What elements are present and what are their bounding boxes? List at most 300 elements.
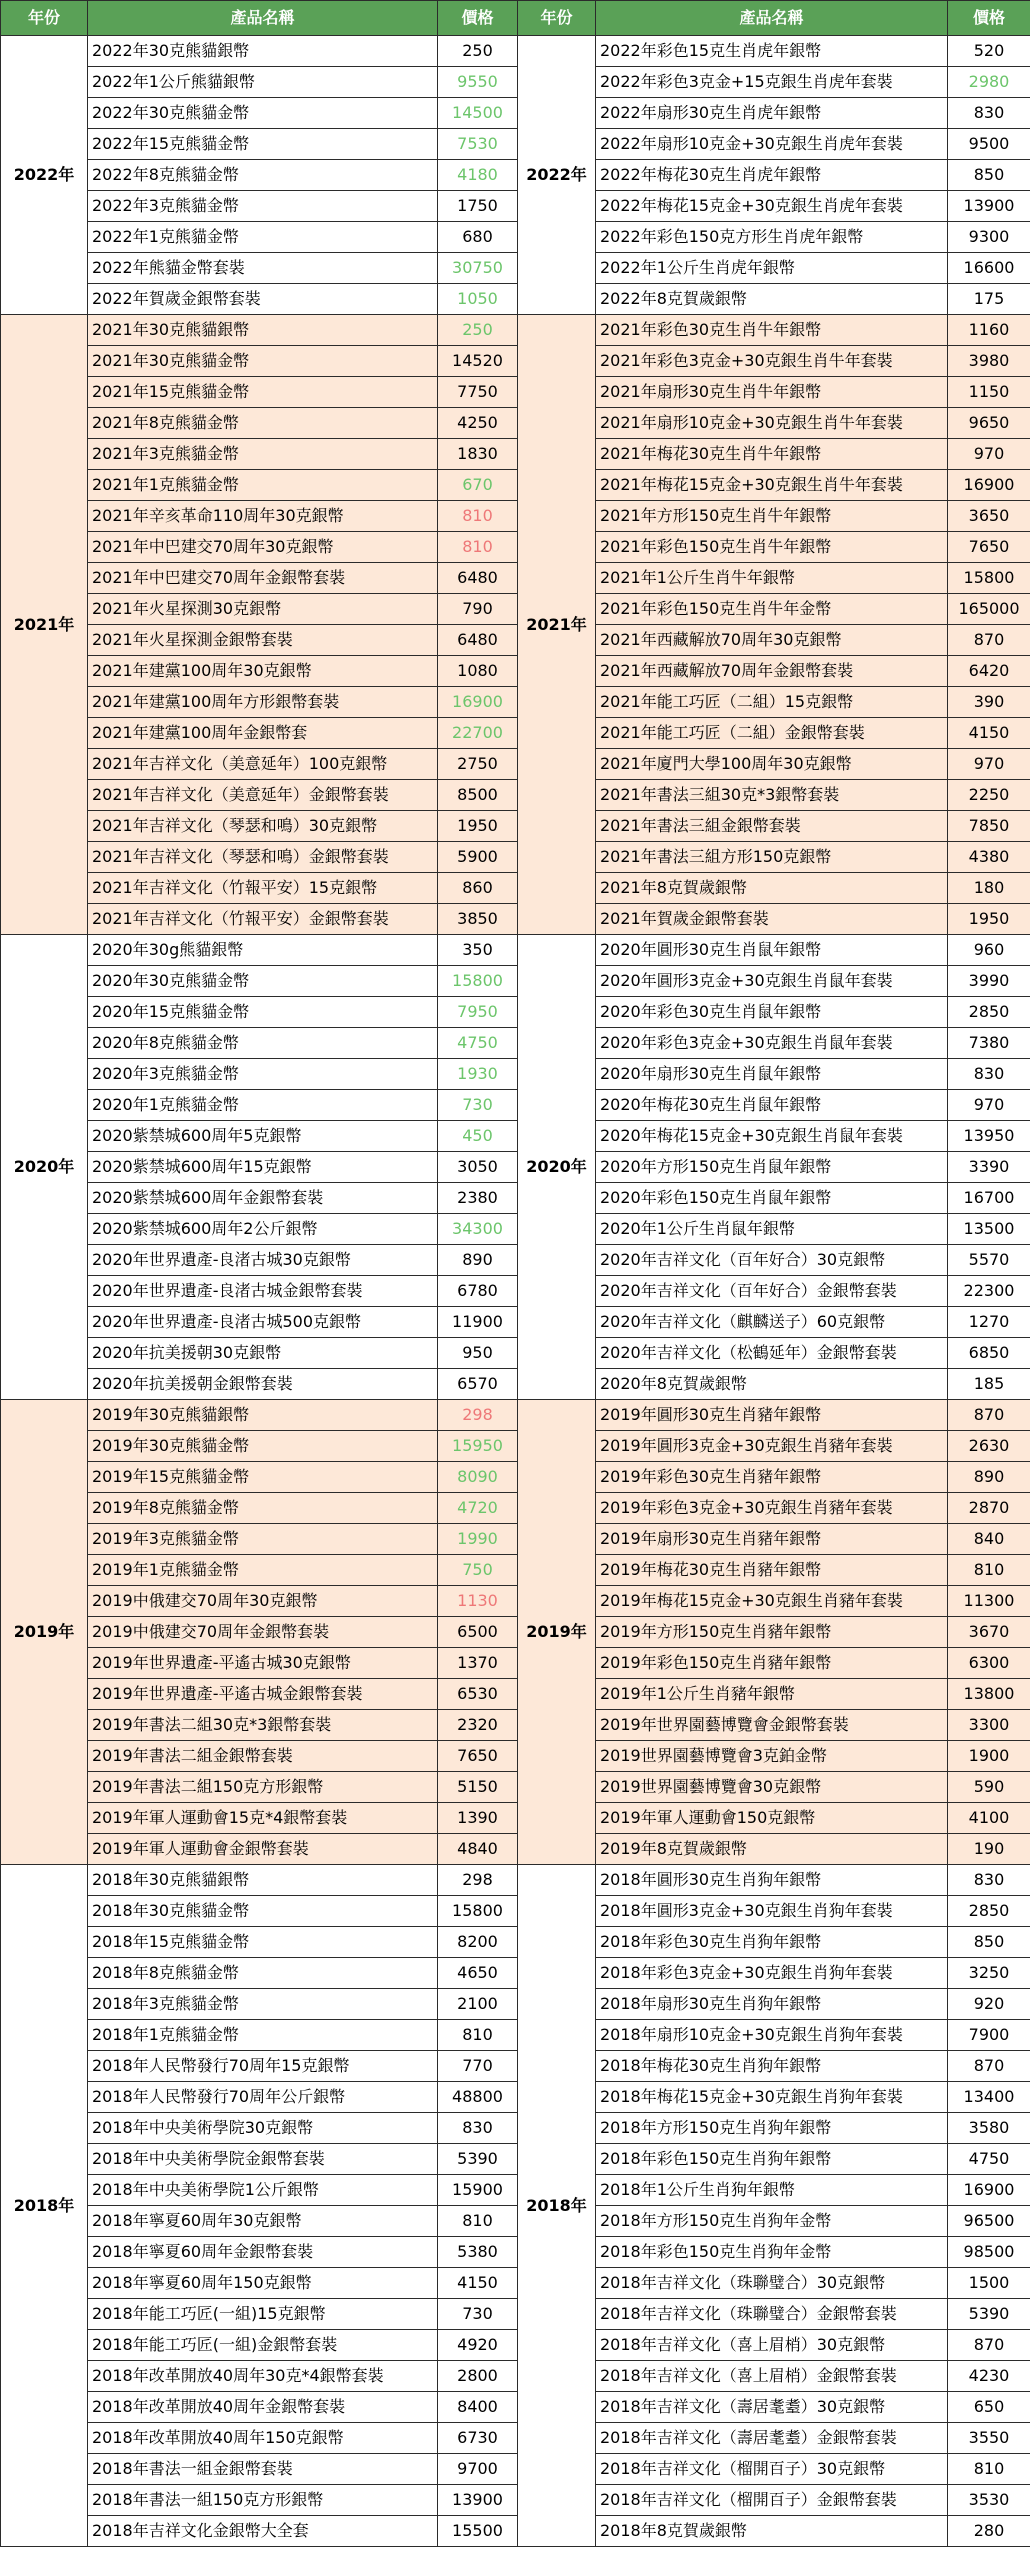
product-price: 2250 <box>948 780 1030 811</box>
product-name: 2021年8克熊貓金幣 <box>88 408 438 439</box>
product-name: 2022年1克熊貓金幣 <box>88 222 438 253</box>
product-name: 2018年圓形3克金+30克銀生肖狗年套裝 <box>596 1896 948 1927</box>
product-name: 2018年彩色150克生肖狗年金幣 <box>596 2237 948 2268</box>
product-price: 3650 <box>948 501 1030 532</box>
product-price: 860 <box>438 873 518 904</box>
table-row <box>1 935 1030 966</box>
table-row <box>1 1710 1030 1741</box>
table-row <box>1 160 1030 191</box>
table-row <box>1 2020 1030 2051</box>
product-price: 730 <box>438 2299 518 2330</box>
product-name: 2018年改革開放40周年30克*4銀幣套裝 <box>88 2361 438 2392</box>
product-name: 2020年彩色3克金+30克銀生肖鼠年套裝 <box>596 1028 948 1059</box>
table-row <box>1 656 1030 687</box>
product-price: 1130 <box>438 1586 518 1617</box>
product-name: 2020年3克熊貓金幣 <box>88 1059 438 1090</box>
product-name: 2022年梅花15克金+30克銀生肖虎年套裝 <box>596 191 948 222</box>
product-name: 2019年世界園藝博覽會金銀幣套裝 <box>596 1710 948 1741</box>
product-price: 4920 <box>438 2330 518 2361</box>
product-price: 9550 <box>438 67 518 98</box>
product-price: 190 <box>948 1834 1030 1865</box>
product-name: 2022年30克熊貓銀幣 <box>88 36 438 67</box>
product-price: 16700 <box>948 1183 1030 1214</box>
product-name: 2019年扇形30克生肖豬年銀幣 <box>596 1524 948 1555</box>
product-price: 5380 <box>438 2237 518 2268</box>
product-name: 2020年抗美援朝30克銀幣 <box>88 1338 438 1369</box>
table-row <box>1 873 1030 904</box>
product-name: 2018年吉祥文化（珠聯璧合）金銀幣套裝 <box>596 2299 948 2330</box>
product-name: 2018年中央美術學院30克銀幣 <box>88 2113 438 2144</box>
product-name: 2018年梅花30克生肖狗年銀幣 <box>596 2051 948 2082</box>
product-price: 840 <box>948 1524 1030 1555</box>
product-price: 5570 <box>948 1245 1030 1276</box>
product-price: 750 <box>438 1555 518 1586</box>
product-price: 298 <box>438 1865 518 1896</box>
product-price: 970 <box>948 1090 1030 1121</box>
product-name: 2018年吉祥文化（珠聯璧合）30克銀幣 <box>596 2268 948 2299</box>
product-price: 830 <box>948 1059 1030 1090</box>
product-name: 2018年梅花15克金+30克銀生肖狗年套裝 <box>596 2082 948 2113</box>
product-price: 1750 <box>438 191 518 222</box>
table-row <box>1 1462 1030 1493</box>
product-price: 6570 <box>438 1369 518 1400</box>
product-name: 2020年方形150克生肖鼠年銀幣 <box>596 1152 948 1183</box>
product-price: 2320 <box>438 1710 518 1741</box>
product-name: 2019年30克熊貓銀幣 <box>88 1400 438 1431</box>
product-price: 16900 <box>438 687 518 718</box>
table-row <box>1 129 1030 160</box>
product-name: 2018年吉祥文化（壽居耄耋）金銀幣套裝 <box>596 2423 948 2454</box>
table-row <box>1 1524 1030 1555</box>
product-name: 2020年世界遺產-良渚古城30克銀幣 <box>88 1245 438 1276</box>
product-price: 4750 <box>438 1028 518 1059</box>
product-price: 810 <box>438 501 518 532</box>
product-name: 2018年30克熊貓金幣 <box>88 1896 438 1927</box>
product-name: 2022年30克熊貓金幣 <box>88 98 438 129</box>
product-name: 2020年8克熊貓金幣 <box>88 1028 438 1059</box>
product-name: 2021年廈門大學100周年30克銀幣 <box>596 749 948 780</box>
product-name: 2021年火星探測金銀幣套裝 <box>88 625 438 656</box>
product-price: 1370 <box>438 1648 518 1679</box>
product-price: 2850 <box>948 997 1030 1028</box>
product-name: 2020年世界遺產-良渚古城金銀幣套裝 <box>88 1276 438 1307</box>
product-name: 2020年30g熊貓銀幣 <box>88 935 438 966</box>
product-price: 450 <box>438 1121 518 1152</box>
product-name: 2021年吉祥文化（美意延年）金銀幣套裝 <box>88 780 438 811</box>
product-price: 730 <box>438 1090 518 1121</box>
product-name: 2018年中央美術學院金銀幣套裝 <box>88 2144 438 2175</box>
product-name: 2019年軍人運動會15克*4銀幣套裝 <box>88 1803 438 1834</box>
table-row <box>1 346 1030 377</box>
product-price: 15800 <box>948 563 1030 594</box>
product-name: 2018年寧夏60周年30克銀幣 <box>88 2206 438 2237</box>
product-price: 7750 <box>438 377 518 408</box>
product-name: 2020紫禁城600周年金銀幣套裝 <box>88 1183 438 1214</box>
table-row <box>1 2423 1030 2454</box>
product-name: 2019年書法二組金銀幣套裝 <box>88 1741 438 1772</box>
product-price: 96500 <box>948 2206 1030 2237</box>
product-price: 6530 <box>438 1679 518 1710</box>
product-name: 2019年1克熊貓金幣 <box>88 1555 438 1586</box>
product-price: 970 <box>948 439 1030 470</box>
product-name: 2019年15克熊貓金幣 <box>88 1462 438 1493</box>
table-row <box>1 253 1030 284</box>
product-name: 2019年30克熊貓金幣 <box>88 1431 438 1462</box>
product-price: 2870 <box>948 1493 1030 1524</box>
product-name: 2021年吉祥文化（琴瑟和鳴）金銀幣套裝 <box>88 842 438 873</box>
table-row <box>1 98 1030 129</box>
year-cell-left: 2022年 <box>1 36 88 315</box>
product-name: 2021年吉祥文化（琴瑟和鳴）30克銀幣 <box>88 811 438 842</box>
product-price: 3850 <box>438 904 518 935</box>
product-price: 810 <box>438 2020 518 2051</box>
product-name: 2020年彩色30克生肖鼠年銀幣 <box>596 997 948 1028</box>
product-price: 175 <box>948 284 1030 315</box>
product-price: 3550 <box>948 2423 1030 2454</box>
product-price: 7530 <box>438 129 518 160</box>
product-price: 1150 <box>948 377 1030 408</box>
product-name: 2018年彩色150克生肖狗年銀幣 <box>596 2144 948 2175</box>
product-name: 2020年梅花15克金+30克銀生肖鼠年套裝 <box>596 1121 948 1152</box>
table-row <box>1 284 1030 315</box>
product-name: 2021年30克熊貓銀幣 <box>88 315 438 346</box>
product-price: 6480 <box>438 625 518 656</box>
product-name: 2021年彩色30克生肖牛年銀幣 <box>596 315 948 346</box>
product-price: 22300 <box>948 1276 1030 1307</box>
product-price: 15800 <box>438 1896 518 1927</box>
product-name: 2018年寧夏60周年金銀幣套裝 <box>88 2237 438 2268</box>
table-row <box>1 2144 1030 2175</box>
product-name: 2019年梅花30克生肖豬年銀幣 <box>596 1555 948 1586</box>
table-row <box>1 2299 1030 2330</box>
product-name: 2018年改革開放40周年金銀幣套裝 <box>88 2392 438 2423</box>
table-row <box>1 1183 1030 1214</box>
product-price: 810 <box>438 2206 518 2237</box>
product-price: 4720 <box>438 1493 518 1524</box>
table-row <box>1 2175 1030 2206</box>
table-row <box>1 1586 1030 1617</box>
product-price: 3670 <box>948 1617 1030 1648</box>
table-row <box>1 1028 1030 1059</box>
product-name: 2018年8克賀歲銀幣 <box>596 2516 948 2547</box>
table-row <box>1 1090 1030 1121</box>
product-name: 2018年圓形30克生肖狗年銀幣 <box>596 1865 948 1896</box>
product-price: 5900 <box>438 842 518 873</box>
table-row <box>1 532 1030 563</box>
year-cell-right: 2022年 <box>518 36 596 315</box>
product-name: 2020年8克賀歲銀幣 <box>596 1369 948 1400</box>
year-header-left: 年份 <box>1 1 88 36</box>
table-row <box>1 594 1030 625</box>
product-price: 1270 <box>948 1307 1030 1338</box>
product-name: 2018年彩色3克金+30克銀生肖狗年套裝 <box>596 1958 948 1989</box>
product-price: 7650 <box>948 532 1030 563</box>
product-name: 2018年書法一組150克方形銀幣 <box>88 2485 438 2516</box>
product-price: 34300 <box>438 1214 518 1245</box>
product-price: 4180 <box>438 160 518 191</box>
product-name: 2022年梅花30克生肖虎年銀幣 <box>596 160 948 191</box>
product-name: 2018年扇形10克金+30克銀生肖狗年套裝 <box>596 2020 948 2051</box>
product-name: 2019年梅花15克金+30克銀生肖豬年套裝 <box>596 1586 948 1617</box>
product-price: 7650 <box>438 1741 518 1772</box>
product-price: 4380 <box>948 842 1030 873</box>
product-price: 830 <box>438 2113 518 2144</box>
table-row <box>1 1834 1030 1865</box>
product-name: 2021年吉祥文化（美意延年）100克銀幣 <box>88 749 438 780</box>
product-price: 850 <box>948 1927 1030 1958</box>
table-row <box>1 67 1030 98</box>
product-name: 2019年彩色30克生肖豬年銀幣 <box>596 1462 948 1493</box>
table-row <box>1 1865 1030 1896</box>
product-price: 960 <box>948 935 1030 966</box>
table-row <box>1 1741 1030 1772</box>
product-price: 3530 <box>948 2485 1030 2516</box>
product-name: 2020紫禁城600周年15克銀幣 <box>88 1152 438 1183</box>
product-price: 4840 <box>438 1834 518 1865</box>
product-price: 3980 <box>948 346 1030 377</box>
price-header-right: 價格 <box>948 1 1030 36</box>
year-cell-right: 2019年 <box>518 1400 596 1865</box>
product-name: 2021年方形150克生肖牛年銀幣 <box>596 501 948 532</box>
product-price: 6480 <box>438 563 518 594</box>
product-name: 2021年書法三組金銀幣套裝 <box>596 811 948 842</box>
product-name: 2022年彩色150克方形生肖虎年銀幣 <box>596 222 948 253</box>
product-price: 22700 <box>438 718 518 749</box>
table-row <box>1 1493 1030 1524</box>
name-header-left: 產品名稱 <box>88 1 438 36</box>
table-row <box>1 842 1030 873</box>
product-price: 15800 <box>438 966 518 997</box>
table-row <box>1 563 1030 594</box>
product-price: 3990 <box>948 966 1030 997</box>
product-name: 2018年吉祥文化（喜上眉梢）30克銀幣 <box>596 2330 948 2361</box>
price-header-left: 價格 <box>438 1 518 36</box>
product-name: 2021年西藏解放70周年金銀幣套裝 <box>596 656 948 687</box>
product-name: 2022年彩色3克金+15克銀生肖虎年套裝 <box>596 67 948 98</box>
product-price: 6780 <box>438 1276 518 1307</box>
product-price: 4230 <box>948 2361 1030 2392</box>
product-name: 2022年15克熊貓金幣 <box>88 129 438 160</box>
product-price: 3050 <box>438 1152 518 1183</box>
year-header-right: 年份 <box>518 1 596 36</box>
product-price: 6850 <box>948 1338 1030 1369</box>
product-name: 2018年人民幣發行70周年15克銀幣 <box>88 2051 438 2082</box>
table-row <box>1 501 1030 532</box>
product-name: 2020年世界遺產-良渚古城500克銀幣 <box>88 1307 438 1338</box>
table-row <box>1 377 1030 408</box>
product-price: 810 <box>948 2454 1030 2485</box>
table-row <box>1 1338 1030 1369</box>
table-row <box>1 470 1030 501</box>
table-row <box>1 1059 1030 1090</box>
product-price: 1990 <box>438 1524 518 1555</box>
table-row <box>1 315 1030 346</box>
product-name: 2019年8克賀歲銀幣 <box>596 1834 948 1865</box>
product-name: 2021年建黨100周年金銀幣套 <box>88 718 438 749</box>
product-price: 5150 <box>438 1772 518 1803</box>
table-row <box>1 811 1030 842</box>
product-name: 2018年方形150克生肖狗年銀幣 <box>596 2113 948 2144</box>
product-price: 1830 <box>438 439 518 470</box>
product-price: 850 <box>948 160 1030 191</box>
product-name: 2021年能工巧匠（二組）金銀幣套裝 <box>596 718 948 749</box>
table-row <box>1 2392 1030 2423</box>
product-name: 2018年8克熊貓金幣 <box>88 1958 438 1989</box>
product-name: 2018年15克熊貓金幣 <box>88 1927 438 1958</box>
product-name: 2019年世界遺產-平遙古城30克銀幣 <box>88 1648 438 1679</box>
table-row <box>1 222 1030 253</box>
product-price: 7900 <box>948 2020 1030 2051</box>
product-price: 15950 <box>438 1431 518 1462</box>
product-name: 2018年寧夏60周年150克銀幣 <box>88 2268 438 2299</box>
product-price: 4750 <box>948 2144 1030 2175</box>
product-price: 6730 <box>438 2423 518 2454</box>
product-price: 250 <box>438 36 518 67</box>
product-price: 13900 <box>438 2485 518 2516</box>
table-row <box>1 1803 1030 1834</box>
table-row <box>1 439 1030 470</box>
product-price: 950 <box>438 1338 518 1369</box>
year-cell-left: 2018年 <box>1 1865 88 2547</box>
year-cell-right: 2020年 <box>518 935 596 1400</box>
product-price: 1160 <box>948 315 1030 346</box>
product-price: 2100 <box>438 1989 518 2020</box>
product-price: 280 <box>948 2516 1030 2547</box>
product-name: 2021年15克熊貓金幣 <box>88 377 438 408</box>
table-row <box>1 2268 1030 2299</box>
product-name: 2021年30克熊貓金幣 <box>88 346 438 377</box>
product-price: 16900 <box>948 470 1030 501</box>
product-price: 1950 <box>948 904 1030 935</box>
product-name: 2021年3克熊貓金幣 <box>88 439 438 470</box>
product-price: 180 <box>948 873 1030 904</box>
product-name: 2021年吉祥文化（竹報平安）15克銀幣 <box>88 873 438 904</box>
product-price: 7850 <box>948 811 1030 842</box>
table-row <box>1 1927 1030 1958</box>
table-row <box>1 1276 1030 1307</box>
table-row <box>1 904 1030 935</box>
product-name: 2019年1公斤生肖豬年銀幣 <box>596 1679 948 1710</box>
product-price: 11900 <box>438 1307 518 1338</box>
product-price: 350 <box>438 935 518 966</box>
product-name: 2020年梅花30克生肖鼠年銀幣 <box>596 1090 948 1121</box>
product-price: 16600 <box>948 253 1030 284</box>
product-price: 14500 <box>438 98 518 129</box>
product-price: 3390 <box>948 1152 1030 1183</box>
product-price: 2980 <box>948 67 1030 98</box>
product-name: 2018年1公斤生肖狗年銀幣 <box>596 2175 948 2206</box>
product-name: 2021年1公斤生肖牛年銀幣 <box>596 563 948 594</box>
product-name: 2021年賀歲金銀幣套裝 <box>596 904 948 935</box>
product-price: 810 <box>438 532 518 563</box>
product-price: 48800 <box>438 2082 518 2113</box>
product-price: 6300 <box>948 1648 1030 1679</box>
table-row <box>1 191 1030 222</box>
header-row <box>1 1 1030 36</box>
product-price: 9300 <box>948 222 1030 253</box>
product-price: 11300 <box>948 1586 1030 1617</box>
product-name: 2021年吉祥文化（竹報平安）金銀幣套裝 <box>88 904 438 935</box>
product-price: 1390 <box>438 1803 518 1834</box>
product-name: 2021年建黨100周年方形銀幣套裝 <box>88 687 438 718</box>
product-name: 2018年書法一組金銀幣套裝 <box>88 2454 438 2485</box>
product-price: 185 <box>948 1369 1030 1400</box>
product-price: 1930 <box>438 1059 518 1090</box>
product-price: 670 <box>438 470 518 501</box>
product-price: 14520 <box>438 346 518 377</box>
product-price: 8090 <box>438 1462 518 1493</box>
product-price: 8500 <box>438 780 518 811</box>
product-price: 13800 <box>948 1679 1030 1710</box>
product-price: 790 <box>438 594 518 625</box>
product-price: 680 <box>438 222 518 253</box>
product-name: 2022年3克熊貓金幣 <box>88 191 438 222</box>
table-row <box>1 408 1030 439</box>
product-price: 870 <box>948 625 1030 656</box>
table-row <box>1 2330 1030 2361</box>
product-name: 2018年能工巧匠(一組)15克銀幣 <box>88 2299 438 2330</box>
product-name: 2021年扇形30克生肖牛年銀幣 <box>596 377 948 408</box>
product-name: 2019年書法二組150克方形銀幣 <box>88 1772 438 1803</box>
product-price: 4100 <box>948 1803 1030 1834</box>
table-row <box>1 36 1030 67</box>
product-price: 9500 <box>948 129 1030 160</box>
product-name: 2019世界園藝博覽會30克銀幣 <box>596 1772 948 1803</box>
product-price: 8200 <box>438 1927 518 1958</box>
product-price: 6500 <box>438 1617 518 1648</box>
product-name: 2020年扇形30克生肖鼠年銀幣 <box>596 1059 948 1090</box>
product-price: 870 <box>948 1400 1030 1431</box>
product-price: 13400 <box>948 2082 1030 2113</box>
product-name: 2021年彩色3克金+30克銀生肖牛年套裝 <box>596 346 948 377</box>
product-name: 2022年1公斤生肖虎年銀幣 <box>596 253 948 284</box>
product-name: 2018年3克熊貓金幣 <box>88 1989 438 2020</box>
table-row <box>1 1400 1030 1431</box>
product-price: 3250 <box>948 1958 1030 1989</box>
product-price: 7950 <box>438 997 518 1028</box>
product-name: 2019年世界遺產-平遙古城金銀幣套裝 <box>88 1679 438 1710</box>
table-row <box>1 1958 1030 1989</box>
table-row <box>1 1896 1030 1927</box>
product-name: 2021年書法三組方形150克銀幣 <box>596 842 948 873</box>
product-name: 2018年吉祥文化（榴開百子）金銀幣套裝 <box>596 2485 948 2516</box>
product-name: 2022年8克賀歲銀幣 <box>596 284 948 315</box>
product-price: 2630 <box>948 1431 1030 1462</box>
product-name: 2019年書法二組30克*3銀幣套裝 <box>88 1710 438 1741</box>
product-name: 2018年人民幣發行70周年公斤銀幣 <box>88 2082 438 2113</box>
product-name: 2021年梅花30克生肖牛年銀幣 <box>596 439 948 470</box>
product-name: 2019年圓形3克金+30克銀生肖豬年套裝 <box>596 1431 948 1462</box>
product-price: 298 <box>438 1400 518 1431</box>
product-name: 2021年扇形10克金+30克銀生肖牛年套裝 <box>596 408 948 439</box>
product-price: 2800 <box>438 2361 518 2392</box>
product-price: 390 <box>948 687 1030 718</box>
year-cell-right: 2021年 <box>518 315 596 935</box>
table-row <box>1 1245 1030 1276</box>
product-price: 165000 <box>948 594 1030 625</box>
product-name: 2020年吉祥文化（松鶴延年）金銀幣套裝 <box>596 1338 948 1369</box>
product-price: 13950 <box>948 1121 1030 1152</box>
product-price: 830 <box>948 98 1030 129</box>
product-name: 2019年彩色3克金+30克銀生肖豬年套裝 <box>596 1493 948 1524</box>
product-price: 15900 <box>438 2175 518 2206</box>
product-name: 2019年圓形30克生肖豬年銀幣 <box>596 1400 948 1431</box>
product-price: 1900 <box>948 1741 1030 1772</box>
product-price: 770 <box>438 2051 518 2082</box>
product-name: 2020年吉祥文化（百年好合）30克銀幣 <box>596 1245 948 1276</box>
product-price: 98500 <box>948 2237 1030 2268</box>
product-price: 5390 <box>948 2299 1030 2330</box>
